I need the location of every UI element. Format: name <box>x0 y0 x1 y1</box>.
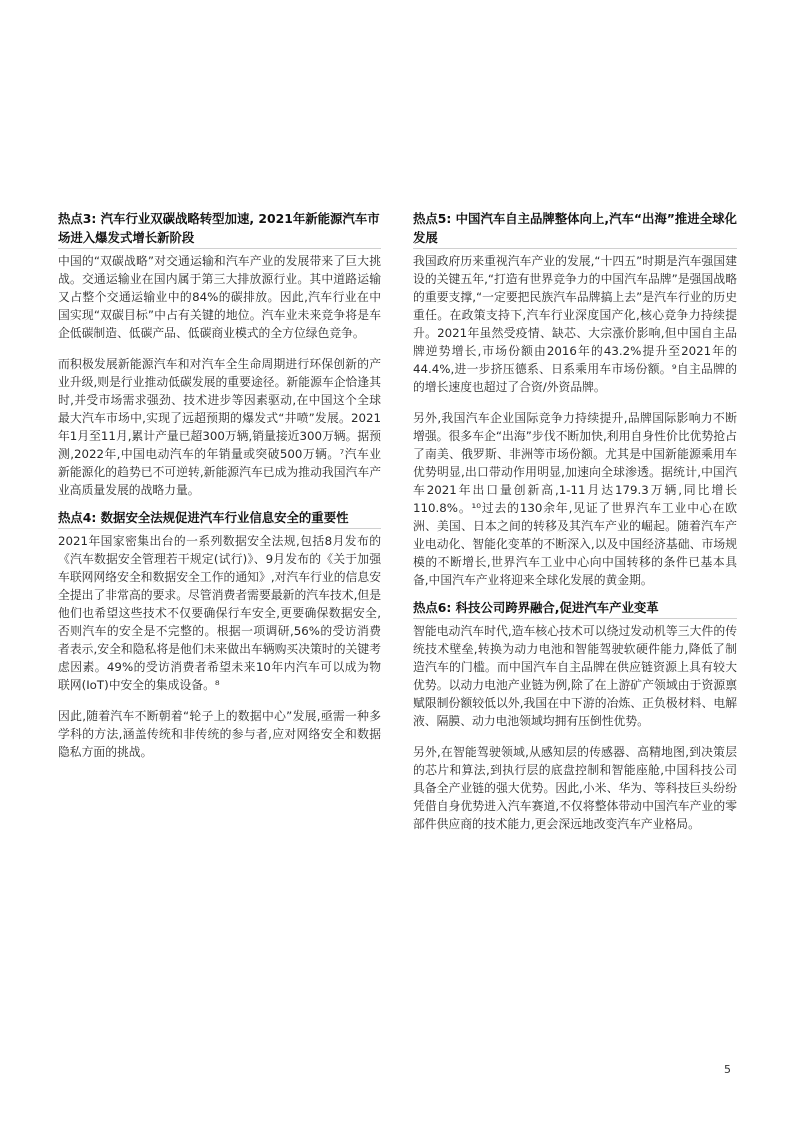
paragraph: 我国政府历来重视汽车产业的发展,“十四五”时期是汽车强国建设的关键五年,“打造有世界竞争力的中国汽车品牌”是强国战略的重要支撑,“一定要把民族汽车品牌搞上去”是汽车行业的历史重任。在政策支持下,汽车行业深度国产化,核心竞争力持续提升。2021年虽然受疫情、缺芯、大宗涨价影响,但中国自主品牌逆势增长,市场份额由2016年的43.2%提升至2021年的44.4%,进一步挤压德系、日系乘用车市场份额。⁹自主品牌的的增长速度也超过了合资/外资品牌。 <box>413 254 737 394</box>
section-hot6 <box>413 598 737 833</box>
divider <box>413 248 737 249</box>
paragraph: 智能电动汽车时代,造车核心技术可以绕过发动机等三大件的传统技术壁垒,转换为动力电池和智能驾驶软硬件能力,降低了制造汽车的门槛。而中国汽车自主品牌在供应链资源上具有较大优势。以动力电池产业链为例,除了在上游矿产领域由于资源禀赋限制份额较低以外,我国在中下游的冶炼、正负极材料、电解液、隔膜、动力电池领域均拥有压倒性优势。 <box>413 624 737 728</box>
section-title: 热点6: 科技公司跨界融合,促进汽车产业变革 <box>413 600 659 615</box>
divider <box>58 528 381 529</box>
divider <box>413 618 737 619</box>
section-hot5 <box>413 209 737 589</box>
right-column <box>413 209 737 846</box>
section-hot4 <box>58 508 381 761</box>
section-hot3 <box>58 209 381 499</box>
section-title: 热点3: 汽车行业双碳战略转型加速, 2021年新能源汽车市场进入爆发式增长新阶段 <box>58 211 380 245</box>
paragraph: 而积极发展新能源汽车和对汽车全生命周期进行环保创新的产业升级,则是行业推动低碳发展的重要途径。新能源车企恰逢其时,并受市场需求强劲、技术进步等因素驱动,在中国这个全球最大汽车市场中,实现了远超预期的爆发式“井喷”发展。2021年1月至11月,累计产量已超300万辆,销量接近300万辆。据预测,2022年,中国电动汽车的年销量或突破500万辆。⁷汽车业新能源化的趋势已不可逆转,新能源汽车已成为推动我国汽车产业高质量发展的战略力量。 <box>58 357 381 497</box>
divider <box>58 248 381 249</box>
section-title: 热点5: 中国汽车自主品牌整体向上,汽车“出海”推进全球化发展 <box>413 211 737 245</box>
paragraph: 2021年国家密集出台的一系列数据安全法规,包括8月发布的《汽车数据安全管理若干规定(试行)》、9月发布的《关于加强车联网网络安全和数据安全工作的通知》,对汽车行业的信息安全提出了非常高的要求。尽管消费者需要最新的汽车技术,但是他们也希望这些技术不仅要确保行车安全,更要确保数据安全,否则汽车的安全是不完整的。根据一项调研,56%的受访消费者表示,安全和隐私将是他们未来做出车辆购买决策时的关键考虑因素。49%的受访消费者希望未来10年内汽车可以成为物联网(IoT)中安全的集成设备。⁸ <box>58 534 381 692</box>
left-column <box>58 209 381 774</box>
section-title: 热点4: 数据安全法规促进汽车行业信息安全的重要性 <box>58 510 349 525</box>
paragraph: 另外,在智能驾驶领域,从感知层的传感器、高精地图,到决策层的芯片和算法,到执行层的底盘控制和智能座舱,中国科技公司具备全产业链的强大优势。因此,小米、华为、等科技巨头纷纷凭借自身优势进入汽车赛道,不仅将整体带动中国汽车产业的零部件供应商的技术能力,更会深远地改变汽车产业格局。 <box>413 745 737 831</box>
paragraph: 因此,随着汽车不断朝着“轮子上的数据中心”发展,亟需一种多学科的方法,涵盖传统和非传统的参与者,应对网络安全和数据隐私方面的挑战。 <box>58 709 381 759</box>
paragraph: 另外,我国汽车企业国际竞争力持续提升,品牌国际影响力不断增强。很多车企“出海”步伐不断加快,利用自身性价比优势抢占了南美、俄罗斯、非洲等市场份额。尤其是中国新能源乘用车优势明显,出口带动作用明显,加速向全球渗透。据统计,中国汽车2021年出口量创新高,1-11月达179.3万辆,同比增长110.8%。¹⁰过去的130余年,见证了世界汽车工业中心在欧洲、美国、日本之间的转移及其汽车产业的崛起。随着汽车产业电动化、智能化变革的不断深入,以及中国经济基础、市场规模的不断增长,世界汽车工业中心向中国转移的条件已基本具备,中国汽车产业将迎来全球化发展的黄金期。 <box>413 411 737 587</box>
paragraph: 中国的“双碳战略”对交通运输和汽车产业的发展带来了巨大挑战。交通运输业在国内属于第三大排放源行业。其中道路运输又占整个交通运输业中的84%的碳排放。因此,汽车行业在中国实现“双碳目标”中占有关键的地位。汽车业未来竞争将是车企低碳制造、低碳产品、低碳商业模式的全方位绿色竞争。 <box>58 254 381 340</box>
page-number: 5 <box>724 1063 731 1076</box>
